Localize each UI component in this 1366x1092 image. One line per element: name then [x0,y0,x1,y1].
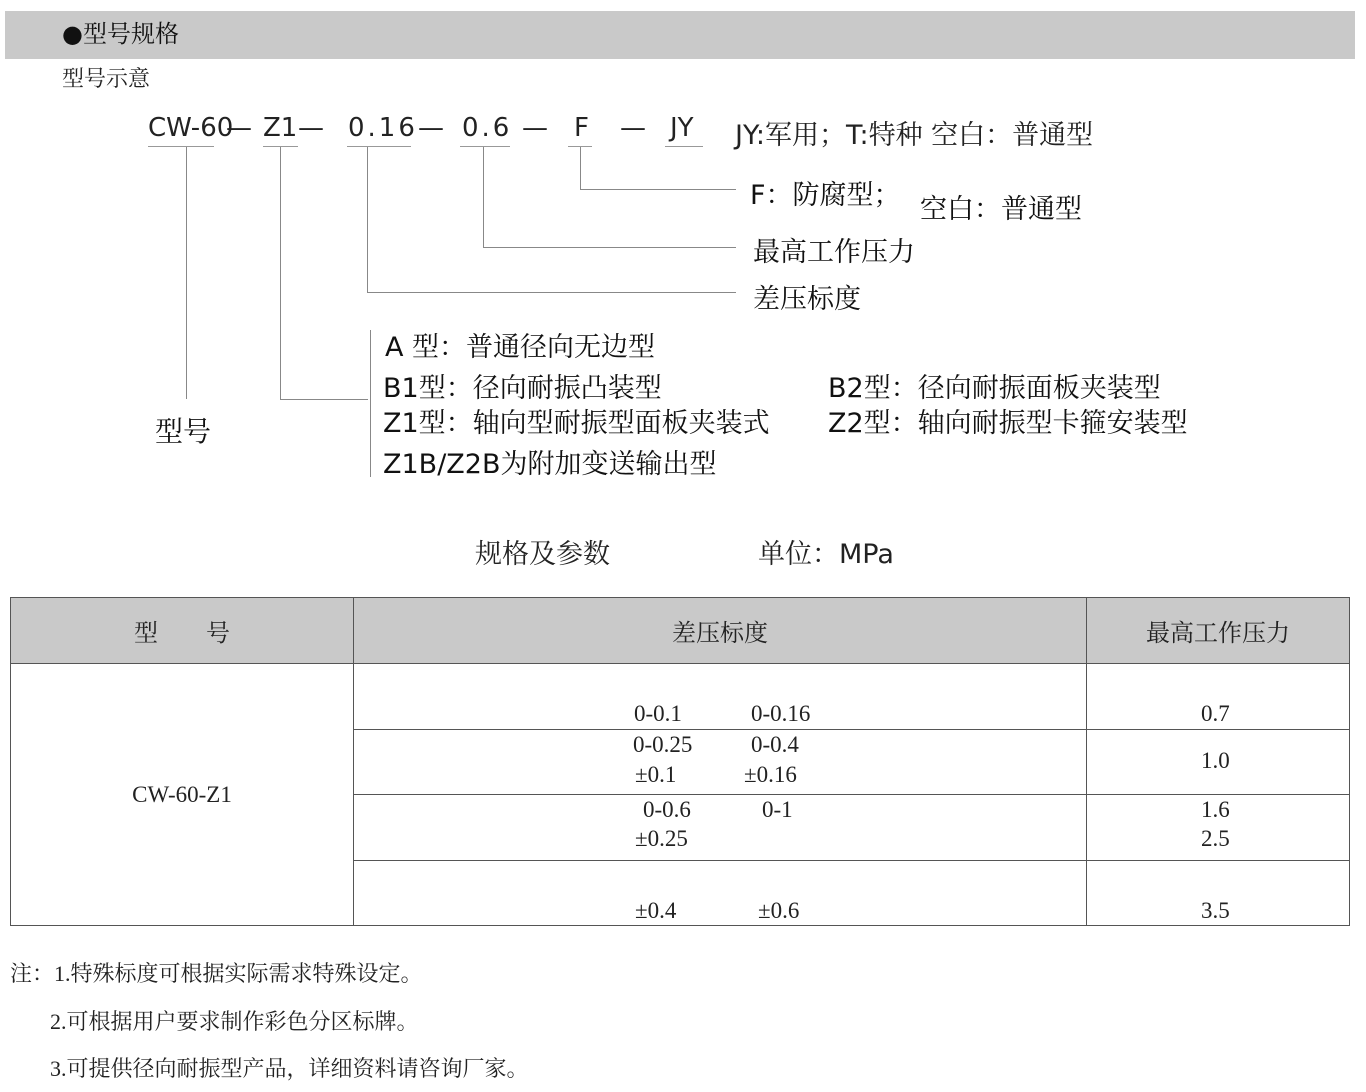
code-underline [347,146,411,147]
range-value: 0-0.25 [633,732,693,757]
table-header-model: 型 号 [11,598,354,664]
connector-line [280,399,368,400]
type-item: B1型：径向耐振凸装型 [383,373,662,404]
code-dash: — [522,113,548,143]
pressure-value: 1.6 [1201,797,1230,822]
corrosion-blank-legend: 空白：普通型 [920,194,1082,225]
table-row [1087,664,1349,730]
pressure-value: 1.0 [1201,748,1230,773]
table-header-pressure: 最高工作压力 [1087,598,1349,664]
table-row [1087,730,1349,795]
code-part-type: Z1 [263,113,298,143]
connector-line [483,147,484,247]
connector-line [367,147,368,292]
type-item: B2型：径向耐振面板夹装型 [828,373,1161,404]
pressure-value: 2.5 [1201,826,1230,851]
section-header-bar [5,11,1355,59]
section-title: ●型号规格 [62,20,179,48]
table-row [354,861,1087,925]
connector-line [367,292,736,293]
code-part-pressure: 0.6 [462,113,513,143]
connector-line [580,147,581,189]
pressure-value: 0.7 [1201,701,1230,726]
connector-line [280,147,281,400]
table-cell-model: CW-60-Z1 [11,664,354,925]
pressure-value: 3.5 [1201,898,1230,923]
type-item: Z2型：轴向耐振型卡箍安装型 [828,408,1188,439]
table-row [1087,795,1349,861]
range-value: 0-0.16 [751,701,811,726]
type-bracket-line [370,330,371,477]
spec-table [10,597,1350,926]
model-label: 型号 [155,415,212,448]
code-underline [665,146,703,147]
type-item: A 型：普通径向无边型 [385,332,656,363]
max-pressure-label: 最高工作压力 [753,237,915,268]
code-part-model: CW-60 [148,113,234,143]
code-dash: — [620,113,646,143]
diagram-subtitle: 型号示意 [62,67,151,92]
note-item: 2.可根据用户要求制作彩色分区标牌。 [50,1009,419,1034]
code-part-corrosion: F [574,113,589,143]
spec-unit: 单位：MPa [758,539,894,570]
note-item: 注：1.特殊标度可根据实际需求特殊设定。 [10,961,423,986]
range-value: ±0.4 [635,898,677,923]
table-row [1087,861,1349,925]
range-value: 0-1 [762,797,793,822]
table-row [354,730,1087,795]
code-underline [460,146,510,147]
note-item: 3.可提供径向耐振型产品，详细资料请咨询厂家。 [50,1056,529,1081]
grade-legend: JY:军用；T:特种 空白：普通型 [735,120,1094,151]
range-value: ±0.25 [635,826,688,851]
range-value: 0-0.1 [634,701,682,726]
range-value: ±0.1 [635,762,677,787]
code-part-range: 0.16 [348,113,418,143]
type-item: Z1型：轴向型耐振型面板夹装式 [383,408,770,439]
code-dash: — [298,113,324,143]
range-value: 0-0.6 [643,797,691,822]
code-dash: — [418,113,444,143]
table-row [354,795,1087,861]
code-dash: — [226,113,252,143]
table-header-range: 差压标度 [354,598,1087,664]
diff-range-label: 差压标度 [753,284,861,315]
type-item: Z1B/Z2B为附加变送输出型 [383,449,717,480]
connector-line [580,189,736,190]
code-underline [148,146,214,147]
connector-line [483,247,736,248]
corrosion-legend: F：防腐型； [750,180,901,211]
range-value: ±0.16 [744,762,797,787]
range-value: 0-0.4 [751,732,799,757]
table-row [354,664,1087,730]
connector-line [186,147,187,399]
range-value: ±0.6 [758,898,800,923]
spec-title: 规格及参数 [475,539,610,570]
code-part-grade: JY [670,113,694,143]
